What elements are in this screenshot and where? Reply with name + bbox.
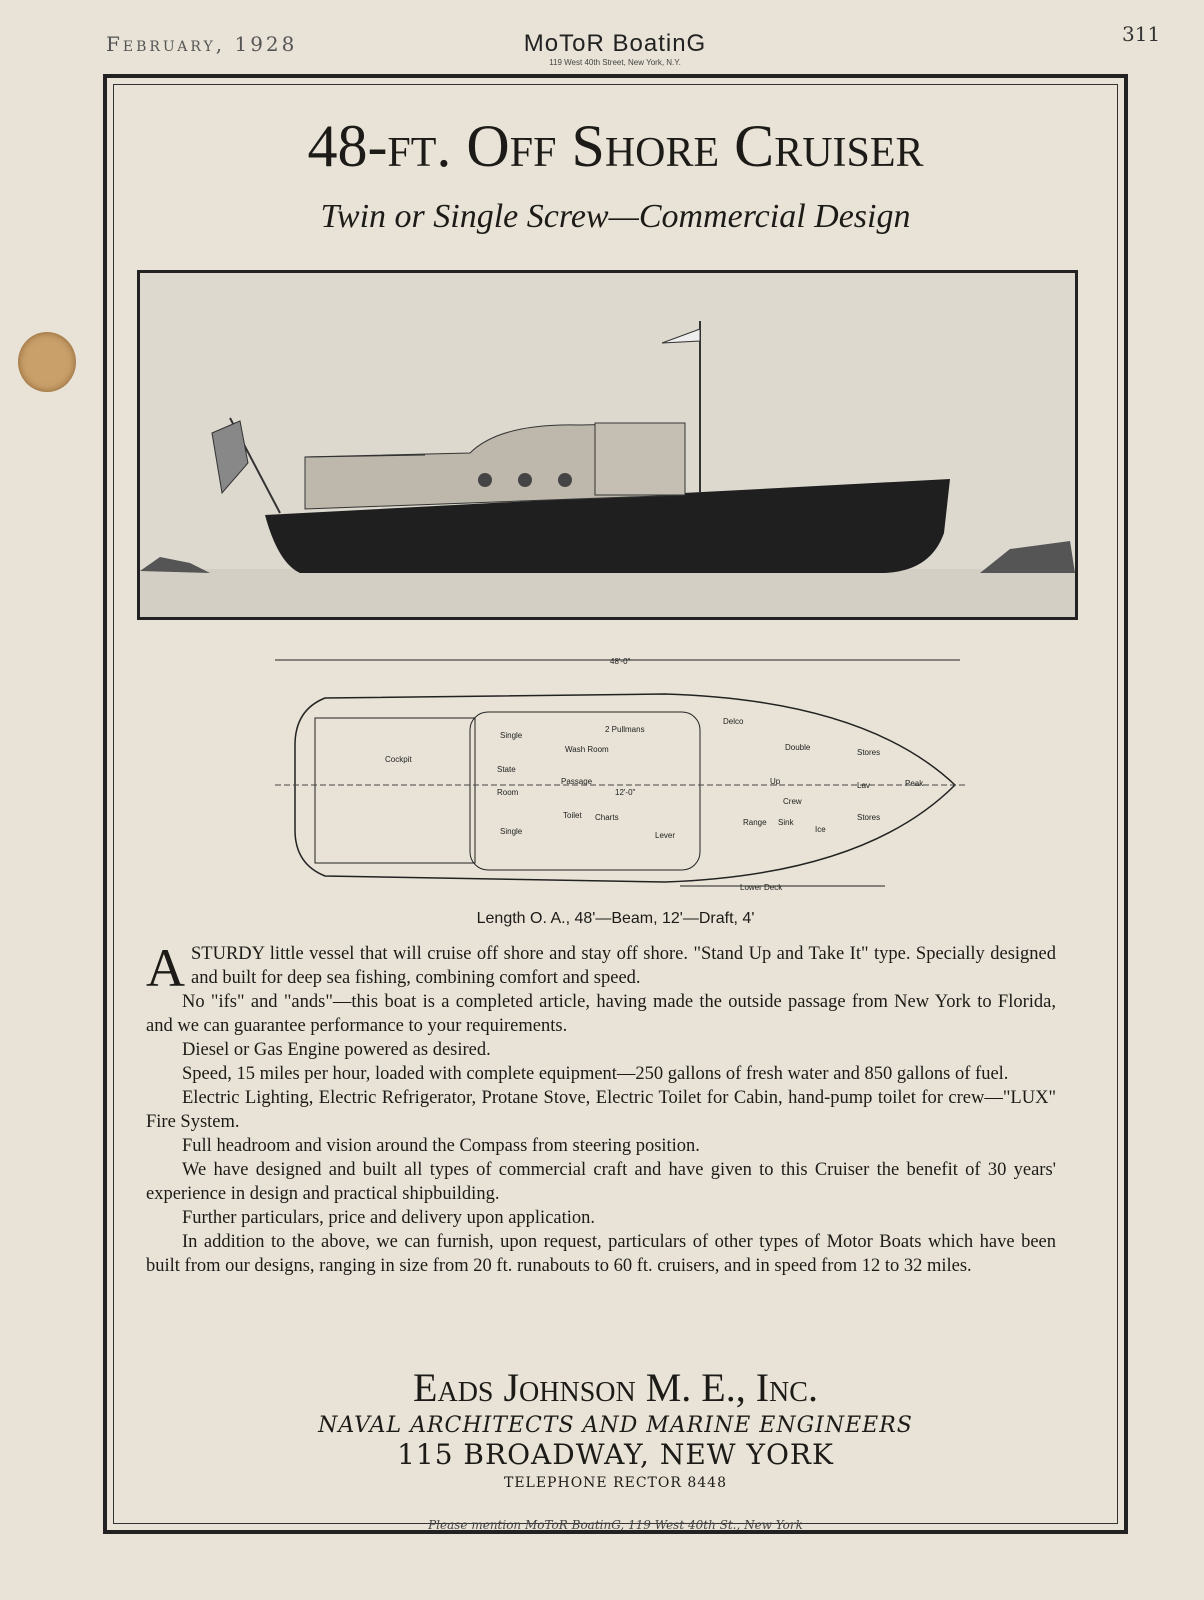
lower-deck-label: Lower Deck xyxy=(740,883,783,892)
plan-label: State xyxy=(497,765,516,774)
plan-label: Peak xyxy=(905,779,924,788)
boat-illustration xyxy=(137,270,1078,620)
footer-note: Please mention MoToR BoatinG, 119 West 40th St., New York xyxy=(428,1518,803,1532)
plan-label: Stores xyxy=(857,813,881,822)
ad-title: 48-ft. Off Shore Cruiser xyxy=(307,113,924,179)
plan-label: Sink xyxy=(778,818,794,827)
issue-date: February, 1928 xyxy=(106,32,298,56)
paragraph: Full headroom and vision around the Compass from steering position. xyxy=(182,1136,700,1156)
plan-beam-label: 12'-0" xyxy=(615,788,636,797)
company-address: 115 BROADWAY, NEW YORK xyxy=(397,1438,834,1471)
company-role: NAVAL ARCHITECTS AND MARINE ENGINEERS xyxy=(318,1413,913,1438)
company-block xyxy=(113,1364,1118,1491)
plan-label: Ice xyxy=(815,825,826,834)
paragraph: Electric Lighting, Electric Refrigerator, Protane Stove, Electric Toilet for Cabin, hand-pump toilet for crew—"LUX" Fire System. xyxy=(146,1088,1056,1132)
paragraph: We have designed and built all types of commercial craft and have given to this Cruiser the benefit of 30 years' experience in design and practical shipbuilding. xyxy=(146,1160,1056,1204)
ad-subtitle: Twin or Single Screw—Commercial Design xyxy=(320,198,911,235)
plan-label: Delco xyxy=(723,717,744,726)
ad-body-text xyxy=(146,938,1056,1278)
paragraph: Diesel or Gas Engine powered as desired. xyxy=(182,1040,491,1060)
plan-label: Crew xyxy=(783,797,802,806)
plan-label: Wash Room xyxy=(565,745,609,754)
paragraph: Further particulars, price and delivery upon application. xyxy=(182,1208,596,1228)
paragraph: No "ifs" and "ands"—this boat is a completed article, having made the outside passage from New York to Florida, and we can guarantee performance to your requirements. xyxy=(146,992,1056,1036)
plan-label: Room xyxy=(497,788,519,797)
plan-label: Range xyxy=(743,818,767,827)
plan-label: 2 Pullmans xyxy=(605,725,645,734)
binder-hole xyxy=(18,332,76,392)
plan-label: Lav xyxy=(857,781,870,790)
paragraph: STURDY little vessel that will cruise off shore and stay off shore. "Stand Up and Take It" type. Specially designed and built for deep sea fishing, combining comfort and speed. xyxy=(191,944,1056,988)
plan-label: Double xyxy=(785,743,811,752)
plan-label: Cockpit xyxy=(385,755,412,764)
plan-length-label: 48'-0" xyxy=(610,657,631,666)
plan-label: Up xyxy=(770,777,781,786)
masthead xyxy=(500,30,730,67)
dimensions-caption: Length O. A., 48'—Beam, 12'—Draft, 4' xyxy=(476,910,755,927)
plan-label: Charts xyxy=(595,813,619,822)
plan-label: Single xyxy=(500,731,523,740)
deck-plan xyxy=(265,650,985,910)
masthead-title: MoToR BoatinG xyxy=(523,30,707,57)
company-phone: TELEPHONE RECTOR 8448 xyxy=(503,1475,727,1491)
plan-label: Lever xyxy=(655,831,676,840)
page-number: 311 xyxy=(1122,22,1161,46)
paragraph: In addition to the above, we can furnish, upon request, particulars of other types of Motor Boats which have been built from our designs, ranging in size from 20 ft. runabouts to 60 ft. cruisers, and in speed from 12 to 32 miles. xyxy=(146,1232,1056,1276)
drop-cap: A xyxy=(146,938,185,998)
plan-label: Single xyxy=(500,827,523,836)
plan-label: Passage xyxy=(561,777,593,786)
plan-label: Stores xyxy=(857,748,881,757)
plan-label: Toilet xyxy=(563,811,582,820)
masthead-address: 119 West 40th Street, New York, N.Y. xyxy=(549,58,681,67)
company-name: Eads Johnson M. E., Inc. xyxy=(413,1365,818,1410)
paragraph: Speed, 15 miles per hour, loaded with complete equipment—250 gallons of fresh water and 850 gallons of fuel. xyxy=(182,1064,1009,1084)
